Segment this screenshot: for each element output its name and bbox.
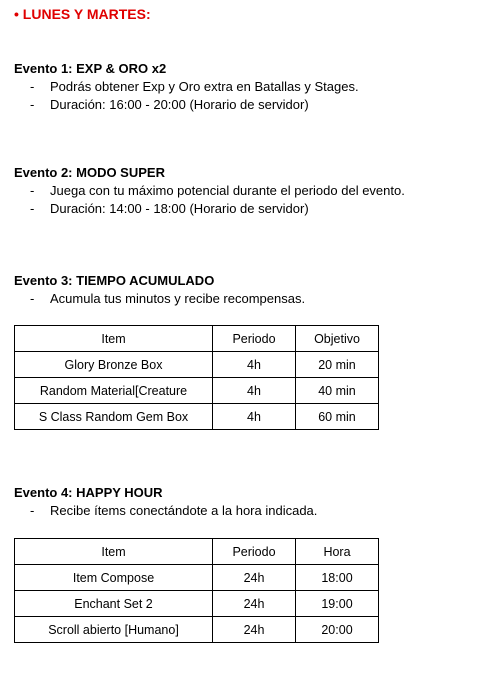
event-3-title: Evento 3: TIEMPO ACUMULADO xyxy=(14,273,215,288)
cell-objetivo: 60 min xyxy=(296,404,379,430)
bullet-text: Podrás obtener Exp y Oro extra en Batallas y Stages. xyxy=(50,79,359,94)
cell-item: Scroll abierto [Humano] xyxy=(15,617,213,643)
cell-periodo: 24h xyxy=(213,565,296,591)
event-1-bullet-1 xyxy=(30,79,359,94)
section-header: • LUNES Y MARTES: xyxy=(14,6,151,22)
header-cell-periodo: Periodo xyxy=(213,539,296,565)
bullet-text: Duración: 14:00 - 18:00 (Horario de servidor) xyxy=(50,201,309,216)
table-row xyxy=(15,404,379,430)
bullet-text: Acumula tus minutos y recibe recompensas. xyxy=(50,291,306,306)
event-4-bullet-1 xyxy=(30,503,317,518)
cell-hora: 18:00 xyxy=(296,565,379,591)
cell-periodo: 4h xyxy=(213,404,296,430)
cell-periodo: 4h xyxy=(213,378,296,404)
cell-hora: 20:00 xyxy=(296,617,379,643)
header-cell-periodo: Periodo xyxy=(213,326,296,352)
table-header-row xyxy=(15,539,379,565)
cell-item: Glory Bronze Box xyxy=(15,352,213,378)
event-2-bullet-2 xyxy=(30,201,309,216)
bullet-dash: - xyxy=(30,291,35,306)
cell-objetivo: 40 min xyxy=(296,378,379,404)
cell-item: Random Material[Creature xyxy=(15,378,213,404)
bullet-dash: - xyxy=(30,79,35,94)
event-4-table xyxy=(14,538,379,643)
bullet-dash: - xyxy=(30,97,35,112)
table-row xyxy=(15,617,379,643)
event-3-bullet-1 xyxy=(30,291,305,306)
cell-periodo: 24h xyxy=(213,617,296,643)
event-2-bullet-1 xyxy=(30,183,405,198)
bullet-text: Recibe ítems conectándote a la hora indicada. xyxy=(50,503,318,518)
event-4-title: Evento 4: HAPPY HOUR xyxy=(14,485,163,500)
event-1-title: Evento 1: EXP & ORO x2 xyxy=(14,61,167,76)
header-cell-objetivo: Objetivo xyxy=(296,326,379,352)
cell-periodo: 24h xyxy=(213,591,296,617)
cell-item: Item Compose xyxy=(15,565,213,591)
table-row xyxy=(15,352,379,378)
table-row xyxy=(15,378,379,404)
cell-objetivo: 20 min xyxy=(296,352,379,378)
cell-hora: 19:00 xyxy=(296,591,379,617)
event-2-title: Evento 2: MODO SUPER xyxy=(14,165,165,180)
table-row xyxy=(15,591,379,617)
bullet-text: Juega con tu máximo potencial durante el periodo del evento. xyxy=(50,183,405,198)
table-header-row xyxy=(15,326,379,352)
event-3-table xyxy=(14,325,379,430)
bullet-dash: - xyxy=(30,183,35,198)
cell-item: S Class Random Gem Box xyxy=(15,404,213,430)
event-1-bullet-2 xyxy=(30,97,309,112)
cell-periodo: 4h xyxy=(213,352,296,378)
header-cell-hora: Hora xyxy=(296,539,379,565)
table-row xyxy=(15,565,379,591)
header-cell-item: Item xyxy=(15,539,213,565)
header-cell-item: Item xyxy=(15,326,213,352)
bullet-dash: - xyxy=(30,201,35,216)
cell-item: Enchant Set 2 xyxy=(15,591,213,617)
bullet-text: Duración: 16:00 - 20:00 (Horario de servidor) xyxy=(50,97,309,112)
bullet-dash: - xyxy=(30,503,35,518)
